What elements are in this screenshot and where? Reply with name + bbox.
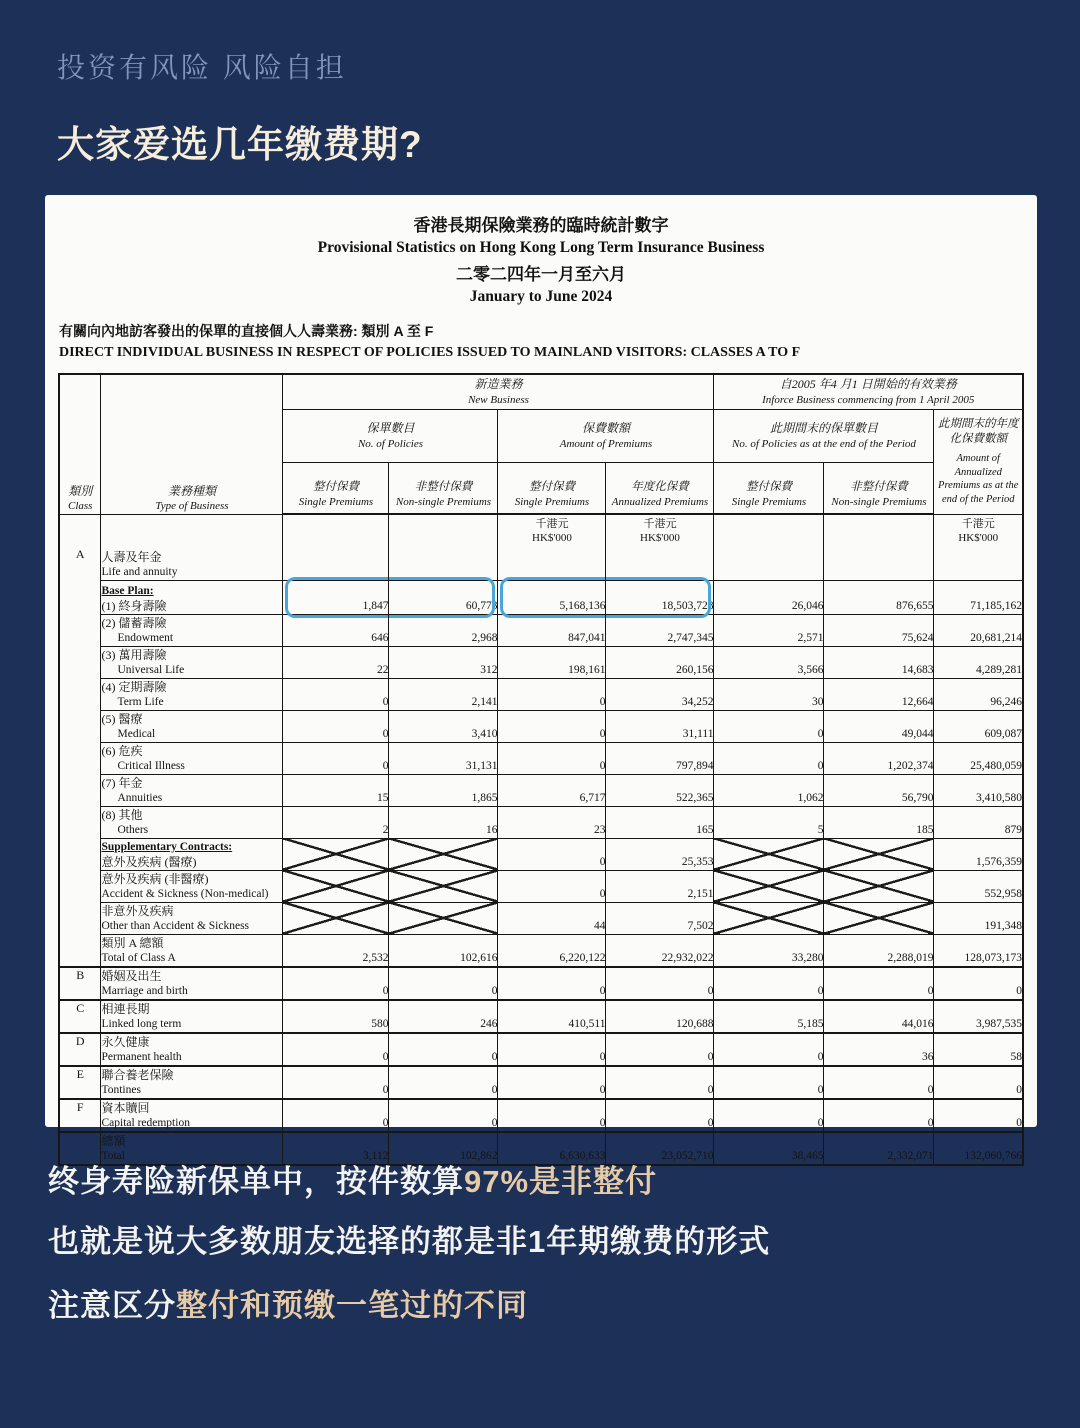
value-cell: 246	[389, 1000, 498, 1033]
row-label: 資本贖回 Capital redemption	[101, 1099, 283, 1132]
table-row	[59, 1000, 1023, 1033]
value-cell: 646	[283, 614, 389, 646]
document-header	[45, 195, 1037, 306]
value-cell: 60,773	[389, 580, 498, 614]
table-row	[59, 902, 1023, 934]
value-cell: 165	[606, 806, 714, 838]
value-cell: 38,465	[714, 1132, 824, 1165]
document-period-en: January to June 2024	[469, 288, 613, 305]
value-cell: 0	[714, 1099, 824, 1132]
value-cell: 2,332,071	[824, 1132, 934, 1165]
value-cell	[824, 870, 934, 902]
class-label: D	[59, 1033, 101, 1066]
value-cell: 31,131	[389, 742, 498, 774]
value-cell: 0	[498, 967, 606, 1000]
value-cell: 0	[498, 1099, 606, 1132]
value-cell: 102,862	[389, 1132, 498, 1165]
header-amount-of-premiums: 保費數額 Amount of Premiums	[498, 410, 714, 463]
value-cell: 44,016	[824, 1000, 934, 1033]
value-cell: 71,185,162	[934, 580, 1023, 614]
header-single-premiums-amount: 整付保費 Single Premiums	[498, 463, 606, 515]
risk-disclaimer: 投资有风险 风险自担	[57, 52, 347, 83]
value-cell	[389, 514, 498, 580]
row-label: 婚姻及出生 Marriage and birth	[101, 967, 283, 1000]
commentary-line-1	[48, 1160, 770, 1204]
table-row	[59, 742, 1023, 774]
document-subtitle	[59, 321, 1023, 363]
value-cell: 0	[606, 1033, 714, 1066]
value-cell: 96,246	[934, 678, 1023, 710]
row-label: (5) 醫療 Medical	[101, 710, 283, 742]
class-label: F	[59, 1099, 101, 1132]
value-cell: 44	[498, 902, 606, 934]
value-cell: 1,062	[714, 774, 824, 806]
value-cell: 0	[934, 1099, 1023, 1132]
value-cell: 0	[606, 967, 714, 1000]
value-cell: 18,503,728	[606, 580, 714, 614]
row-label: 非意外及疾病 Other than Accident & Sickness	[101, 902, 283, 934]
value-cell: 25,480,059	[934, 742, 1023, 774]
value-cell: 410,511	[498, 1000, 606, 1033]
value-cell: 1,865	[389, 774, 498, 806]
value-cell: 879	[934, 806, 1023, 838]
value-cell: 3,410	[389, 710, 498, 742]
commentary-highlight: 整付和预缴一笔过的不同	[176, 1288, 528, 1323]
value-cell	[389, 902, 498, 934]
row-label: 人壽及年金 Life and annuity	[101, 514, 283, 580]
value-cell: 33,280	[714, 934, 824, 967]
header-inforce-no-of-policies: 此期間末的保單數目 No. of Policies as at the end of the Period	[714, 410, 934, 463]
value-cell: 16	[389, 806, 498, 838]
value-cell: 12,664	[824, 678, 934, 710]
value-cell: 0	[498, 1033, 606, 1066]
row-label: (3) 萬用壽險 Universal Life	[101, 646, 283, 678]
value-cell: 0	[283, 1033, 389, 1066]
statistics-table	[58, 373, 1024, 1166]
value-cell: 102,616	[389, 934, 498, 967]
document-period-zh: 二零二四年一月至六月	[456, 265, 626, 284]
value-cell: 0	[389, 1066, 498, 1099]
value-cell: 3,410,580	[934, 774, 1023, 806]
row-label: (8) 其他 Others	[101, 806, 283, 838]
value-cell: 22,932,022	[606, 934, 714, 967]
header-annualized-premiums-end: 此期間末的年度化保費數額 Amount of Annualized Premiums as at the end of the Period	[934, 410, 1023, 515]
value-cell: 0	[824, 967, 934, 1000]
value-cell: 0	[283, 710, 389, 742]
header-inforce-single-premiums: 整付保費 Single Premiums	[714, 463, 824, 515]
value-cell: 120,688	[606, 1000, 714, 1033]
value-cell: 0	[934, 967, 1023, 1000]
value-cell: 0	[283, 1099, 389, 1132]
value-cell: 3,566	[714, 646, 824, 678]
value-cell: 0	[714, 1066, 824, 1099]
table-header	[59, 374, 1023, 514]
class-label: E	[59, 1066, 101, 1099]
value-cell: 20,681,214	[934, 614, 1023, 646]
value-cell	[283, 870, 389, 902]
table-body	[59, 514, 1023, 1165]
value-cell: 5,185	[714, 1000, 824, 1033]
header-nonsingle-premiums-policies: 非整付保費 Non-single Premiums	[389, 463, 498, 515]
value-cell: 15	[283, 774, 389, 806]
row-label: 意外及疾病 (非醫療) Accident & Sickness (Non-medical)	[101, 870, 283, 902]
value-cell: 797,894	[606, 742, 714, 774]
row-label: (2) 儲蓄壽險 Endowment	[101, 614, 283, 646]
table-row	[59, 1033, 1023, 1066]
header-no-of-policies: 保單數目 No. of Policies	[283, 410, 498, 463]
commentary-text: 注意区分	[48, 1288, 176, 1323]
value-cell	[714, 902, 824, 934]
document-subtitle-en: DIRECT INDIVIDUAL BUSINESS IN RESPECT OF POLICIES ISSUED TO MAINLAND VISITORS: CLASSES A TO F	[59, 345, 801, 360]
value-cell: 0	[606, 1099, 714, 1132]
value-cell: 26,046	[714, 580, 824, 614]
row-label: (7) 年金 Annuities	[101, 774, 283, 806]
commentary-line-3	[48, 1284, 770, 1328]
row-label: (6) 危疾 Critical Illness	[101, 742, 283, 774]
value-cell: 56,790	[824, 774, 934, 806]
value-cell: 609,087	[934, 710, 1023, 742]
value-cell: 5	[714, 806, 824, 838]
commentary-highlight: 97%是非整付	[464, 1164, 658, 1199]
value-cell: 34,252	[606, 678, 714, 710]
value-cell: 千港元 HK$'000	[934, 514, 1023, 580]
value-cell: 0	[498, 742, 606, 774]
document-subtitle-zh: 有關向內地訪客發出的保單的直接個人人壽業務: 類別 A 至 F	[59, 323, 434, 339]
value-cell: 30	[714, 678, 824, 710]
table-row	[59, 1066, 1023, 1099]
value-cell: 847,041	[498, 614, 606, 646]
value-cell: 31,111	[606, 710, 714, 742]
page-title: 大家爱选几年缴费期?	[57, 124, 423, 165]
value-cell: 3,112	[283, 1132, 389, 1165]
value-cell: 2,571	[714, 614, 824, 646]
table-row	[59, 580, 1023, 614]
value-cell	[824, 902, 934, 934]
value-cell: 260,156	[606, 646, 714, 678]
value-cell: 49,044	[824, 710, 934, 742]
value-cell	[714, 838, 824, 870]
value-cell: 2,968	[389, 614, 498, 646]
value-cell: 22	[283, 646, 389, 678]
class-label: A	[59, 514, 101, 967]
commentary	[48, 1160, 770, 1328]
table-row	[59, 710, 1023, 742]
value-cell	[714, 514, 824, 580]
value-cell: 千港元 HK$'000	[606, 514, 714, 580]
header-new-business: 新造業務 New Business	[283, 374, 714, 410]
value-cell: 0	[606, 1066, 714, 1099]
value-cell	[389, 870, 498, 902]
value-cell: 0	[824, 1066, 934, 1099]
value-cell: 0	[283, 967, 389, 1000]
value-cell: 0	[714, 742, 824, 774]
class-label: B	[59, 967, 101, 1000]
row-label: 類別 A 總額 Total of Class A	[101, 934, 283, 967]
value-cell: 0	[283, 742, 389, 774]
value-cell	[283, 838, 389, 870]
value-cell: 132,060,766	[934, 1132, 1023, 1165]
row-label: 相連長期 Linked long term	[101, 1000, 283, 1033]
value-cell	[824, 838, 934, 870]
value-cell: 0	[714, 967, 824, 1000]
statistics-document-card	[45, 195, 1037, 1163]
row-label: 永久健康 Permanent health	[101, 1033, 283, 1066]
value-cell: 千港元 HK$'000	[498, 514, 606, 580]
value-cell: 2,141	[389, 678, 498, 710]
value-cell	[389, 838, 498, 870]
value-cell: 0	[389, 967, 498, 1000]
value-cell: 1,576,359	[934, 838, 1023, 870]
table-row	[59, 646, 1023, 678]
value-cell: 0	[283, 1066, 389, 1099]
row-label: Supplementary Contracts: 意外及疾病 (醫療)	[101, 838, 283, 870]
row-label: Base Plan: (1) 終身壽險	[101, 580, 283, 614]
value-cell: 0	[498, 870, 606, 902]
table-row	[59, 1099, 1023, 1132]
value-cell: 0	[498, 678, 606, 710]
value-cell: 1,202,374	[824, 742, 934, 774]
header-single-premiums-policies: 整付保費 Single Premiums	[283, 463, 389, 515]
value-cell: 552,958	[934, 870, 1023, 902]
table-row	[59, 806, 1023, 838]
value-cell: 128,073,173	[934, 934, 1023, 967]
value-cell: 7,502	[606, 902, 714, 934]
value-cell	[283, 902, 389, 934]
value-cell: 191,348	[934, 902, 1023, 934]
value-cell: 198,161	[498, 646, 606, 678]
commentary-text: 终身寿险新保单中，按件数算	[48, 1164, 464, 1199]
commentary-text: 也就是说大多数朋友选择的都是非1年期缴费的形式	[48, 1224, 771, 1259]
value-cell: 36	[824, 1033, 934, 1066]
value-cell: 312	[389, 646, 498, 678]
value-cell: 0	[498, 710, 606, 742]
value-cell: 6,717	[498, 774, 606, 806]
header-annualized-premiums: 年度化保費 Annualized Premiums	[606, 463, 714, 515]
value-cell: 2,747,345	[606, 614, 714, 646]
value-cell: 4,289,281	[934, 646, 1023, 678]
table-row	[59, 614, 1023, 646]
table-row	[59, 678, 1023, 710]
value-cell: 0	[389, 1033, 498, 1066]
value-cell: 0	[934, 1066, 1023, 1099]
table-row	[59, 774, 1023, 806]
value-cell: 23	[498, 806, 606, 838]
header-inforce-business: 自2005 年4 月1 日開始的有效業務 Inforce Business commencing from 1 April 2005	[714, 374, 1023, 410]
document-title-zh: 香港長期保險業務的臨時統計數字	[413, 216, 669, 235]
value-cell: 14,683	[824, 646, 934, 678]
value-cell: 6,630,633	[498, 1132, 606, 1165]
value-cell: 75,624	[824, 614, 934, 646]
value-cell: 25,353	[606, 838, 714, 870]
value-cell	[824, 514, 934, 580]
value-cell	[283, 514, 389, 580]
table-row	[59, 870, 1023, 902]
value-cell: 0	[498, 838, 606, 870]
table-row	[59, 967, 1023, 1000]
class-label: C	[59, 1000, 101, 1033]
value-cell	[714, 870, 824, 902]
row-label: 聯合養老保險 Tontines	[101, 1066, 283, 1099]
value-cell: 580	[283, 1000, 389, 1033]
value-cell: 2,532	[283, 934, 389, 967]
table-row	[59, 838, 1023, 870]
value-cell: 0	[714, 710, 824, 742]
value-cell: 0	[824, 1099, 934, 1132]
header-type-of-business: 業務種類 Type of Business	[101, 374, 283, 514]
value-cell: 2,151	[606, 870, 714, 902]
table-row	[59, 934, 1023, 967]
value-cell: 0	[283, 678, 389, 710]
header-class: 類別 Class	[59, 374, 101, 514]
value-cell: 1,847	[283, 580, 389, 614]
row-label: (4) 定期壽險 Term Life	[101, 678, 283, 710]
value-cell: 23,052,710	[606, 1132, 714, 1165]
value-cell: 2,288,019	[824, 934, 934, 967]
value-cell: 876,655	[824, 580, 934, 614]
value-cell: 3,987,535	[934, 1000, 1023, 1033]
value-cell: 185	[824, 806, 934, 838]
commentary-line-2	[48, 1220, 770, 1264]
value-cell: 0	[389, 1099, 498, 1132]
header-inforce-nonsingle-premiums: 非整付保費 Non-single Premiums	[824, 463, 934, 515]
value-cell: 58	[934, 1033, 1023, 1066]
table-row	[59, 514, 1023, 580]
value-cell: 2	[283, 806, 389, 838]
value-cell: 5,168,136	[498, 580, 606, 614]
value-cell: 6,220,122	[498, 934, 606, 967]
value-cell: 0	[498, 1066, 606, 1099]
value-cell: 522,365	[606, 774, 714, 806]
value-cell: 0	[714, 1033, 824, 1066]
document-title-en: Provisional Statistics on Hong Kong Long Term Insurance Business	[317, 239, 765, 256]
row-label: 總額 Total	[101, 1132, 283, 1165]
